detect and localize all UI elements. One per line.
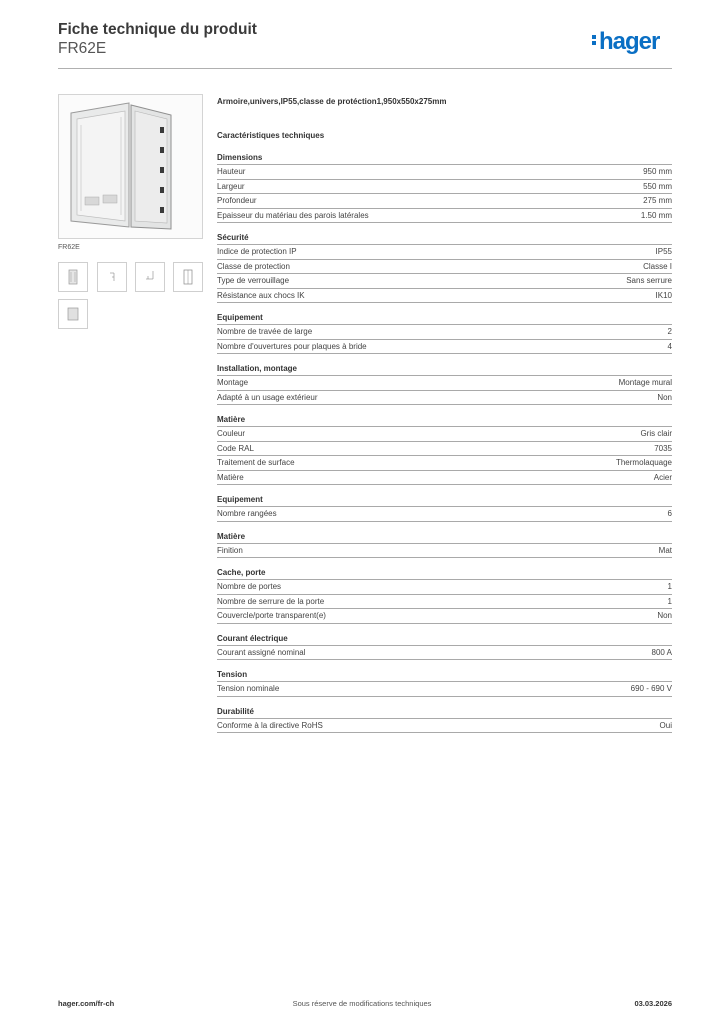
spec-row [217, 340, 672, 355]
spec-label: Montage [217, 378, 249, 387]
spec-value: Montage mural [618, 378, 672, 387]
spec-group [217, 364, 672, 405]
logo-text: hager [599, 28, 660, 55]
spec-value: 690 - 690 V [630, 684, 672, 693]
spec-row [217, 507, 672, 522]
spec-row [217, 289, 672, 304]
spec-label: Matière [217, 472, 244, 482]
spec-label: Conforme à la directive RoHS [217, 720, 323, 730]
spec-row [217, 427, 672, 442]
product-image-caption: FR62E [58, 244, 80, 251]
footer-disclaimer: Sous réserve de modifications techniques [292, 999, 432, 1008]
spec-label: Nombre de portes [217, 582, 282, 591]
spec-table [217, 151, 672, 743]
spec-label: Adapté à un usage extérieur [217, 392, 318, 402]
spec-group [217, 707, 672, 734]
spec-label: Nombre rangées [217, 509, 277, 518]
spec-value: 7035 [654, 443, 672, 453]
spec-row [217, 580, 672, 595]
spec-row [217, 376, 672, 391]
spec-label: Classe de protection [217, 261, 290, 271]
spec-row [217, 442, 672, 457]
spec-group-title: Sécurité [217, 233, 672, 245]
spec-label: Hauteur [217, 167, 246, 176]
dimension-side-icon [98, 263, 126, 291]
spec-value: 4 [667, 341, 672, 351]
spec-value: Thermolaquage [615, 458, 672, 467]
spec-label: Profondeur [217, 196, 257, 205]
spec-row [217, 471, 672, 486]
thumbnail-2[interactable] [97, 262, 127, 292]
technical-characteristics-title: Caractéristiques techniques [217, 131, 325, 140]
spec-value: 6 [667, 509, 672, 518]
cabinet-outline-icon [174, 263, 202, 291]
spec-row [217, 274, 672, 289]
spec-value: IK10 [655, 290, 672, 300]
spec-row [217, 245, 672, 260]
spec-group-title: Equipement [217, 313, 672, 325]
spec-group [217, 233, 672, 303]
logo-dots-icon [592, 33, 597, 47]
spec-value: Classe I [643, 261, 672, 271]
spec-label: Tension nominale [217, 684, 280, 693]
spec-group-title: Matière [217, 532, 672, 544]
spec-label: Type de verrouillage [217, 276, 290, 285]
spec-label: Traitement de surface [217, 458, 295, 467]
dimension-top-icon [136, 263, 164, 291]
spec-group [217, 153, 672, 223]
spec-group [217, 670, 672, 697]
thumbnail-5[interactable] [58, 299, 88, 329]
spec-group [217, 634, 672, 661]
spec-value: 1 [667, 596, 672, 606]
spec-group-title: Matière [217, 415, 672, 427]
spec-row [217, 609, 672, 624]
spec-group-title: Installation, montage [217, 364, 672, 376]
spec-group-title: Courant électrique [217, 634, 672, 646]
spec-group [217, 495, 672, 522]
spec-label: Epaisseur du matériau des parois latérales [217, 210, 369, 220]
spec-label: Largeur [217, 181, 245, 191]
spec-value: Non [657, 392, 672, 402]
thumbnail-1[interactable] [58, 262, 88, 292]
spec-value: 1 [667, 582, 672, 591]
spec-value: IP55 [655, 247, 672, 256]
spec-row [217, 180, 672, 195]
spec-group [217, 313, 672, 354]
spec-group-title: Tension [217, 670, 672, 682]
hager-logo[interactable] [592, 28, 659, 56]
spec-row [217, 646, 672, 661]
spec-value: 800 A [651, 647, 672, 657]
spec-row [217, 544, 672, 559]
page-title: Fiche technique du produit [58, 21, 257, 38]
footer-date: 03.03.2026 [634, 999, 672, 1008]
spec-row [217, 456, 672, 471]
spec-group-title: Durabilité [217, 707, 672, 719]
spec-value: Oui [659, 720, 672, 730]
product-image[interactable] [58, 94, 203, 239]
spec-value: Gris clair [640, 429, 672, 438]
spec-row [217, 325, 672, 340]
spec-value: Sans serrure [626, 276, 672, 285]
spec-row [217, 595, 672, 610]
spec-value: 550 mm [643, 181, 672, 191]
spec-label: Nombre de travée de large [217, 327, 313, 336]
spec-row [217, 719, 672, 734]
spec-group [217, 568, 672, 624]
spec-row [217, 260, 672, 275]
spec-label: Couvercle/porte transparent(e) [217, 611, 326, 620]
spec-value: Acier [653, 472, 672, 482]
thumbnail-3[interactable] [135, 262, 165, 292]
spec-label: Indice de protection IP [217, 247, 297, 256]
cabinet-front-icon [59, 263, 87, 291]
spec-row [217, 391, 672, 406]
spec-group [217, 415, 672, 485]
spec-label: Nombre d'ouvertures pour plaques à bride [217, 341, 367, 351]
spec-value: 2 [667, 327, 672, 336]
spec-value: 1.50 mm [640, 210, 672, 220]
spec-row [217, 209, 672, 224]
spec-group-title: Dimensions [217, 153, 672, 165]
spec-value: Mat [658, 545, 672, 555]
footer-website-link[interactable]: hager.com/fr-ch [58, 999, 115, 1008]
thumbnail-4[interactable] [173, 262, 203, 292]
spec-label: Nombre de serrure de la porte [217, 596, 325, 606]
spec-value: Non [657, 611, 672, 620]
spec-label: Finition [217, 545, 243, 555]
spec-label: Couleur [217, 429, 246, 438]
spec-row [217, 194, 672, 209]
spec-value: 275 mm [643, 196, 672, 205]
spec-label: Code RAL [217, 443, 254, 453]
spec-group-title: Equipement [217, 495, 672, 507]
spec-group-title: Cache, porte [217, 568, 672, 580]
spec-label: Courant assigné nominal [217, 647, 306, 657]
product-reference: FR62E [58, 40, 107, 57]
spec-label: Résistance aux chocs IK [217, 290, 305, 300]
spec-row [217, 682, 672, 697]
cabinet-illustration-icon [59, 95, 202, 238]
spec-value: 950 mm [643, 167, 672, 176]
cabinet-plate-icon [59, 300, 87, 328]
spec-group [217, 532, 672, 559]
product-description: Armoire,univers,IP55,classe de protéction1,950x550x275mm [217, 97, 447, 106]
spec-row [217, 165, 672, 180]
header-divider [58, 68, 672, 69]
